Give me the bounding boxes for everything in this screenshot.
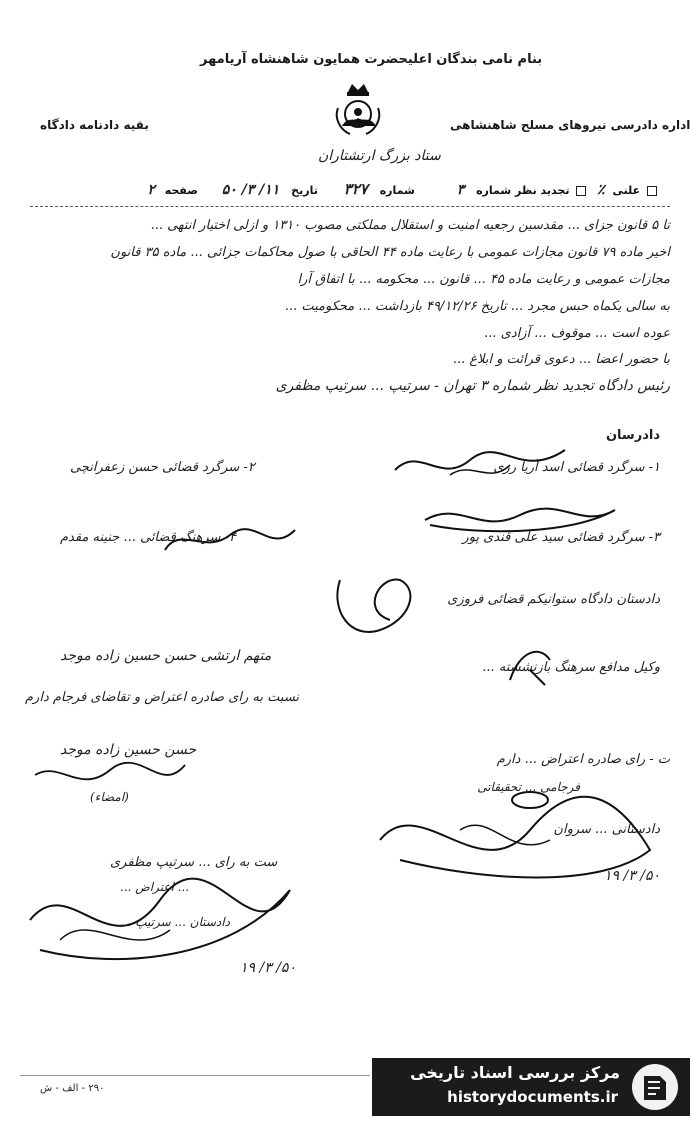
page-value: ۲ bbox=[147, 182, 155, 198]
receipt-note-line: ست به رای ... سرتیپ مظفری bbox=[110, 855, 278, 870]
signature-scribble bbox=[500, 640, 560, 690]
receipt-note-line: ۵۰/ ۳/ ۱۹ bbox=[604, 868, 660, 884]
signature-scribble bbox=[320, 570, 430, 650]
receipt-note-line: ۵۰/ ۳/ ۱۹ bbox=[240, 960, 296, 976]
signatory-line: وکیل مدافع سرهنگ بازنشسته ... bbox=[482, 660, 660, 675]
receipt-note-line: دادستان ... سرتیپ ... bbox=[120, 915, 230, 929]
signature-scribble bbox=[420, 495, 620, 540]
body-line: به سالی یکماه حبس مجرد ... تاریخ ۴۹/۱۲/۲۶ بازداشت ... محکومیت ... bbox=[284, 299, 670, 314]
right-title: اداره دادرسی نیروهای مسلح شاهنشاهی bbox=[450, 118, 691, 132]
signature-scribble bbox=[160, 520, 300, 560]
signatory-line: ۳- سرگرد قضائی سید علی قندی پور bbox=[462, 530, 660, 545]
signature-scribble bbox=[390, 440, 570, 490]
body-line: عوده است ... موقوف ... آزادی ... bbox=[484, 326, 670, 341]
accused-note-line: (امضاء) bbox=[90, 790, 129, 804]
body-line: با حضور اعضا ... دعوی قرائت و ابلاغ ... bbox=[452, 352, 670, 367]
checkbox-icon bbox=[576, 186, 586, 196]
review-label: تجدید نظر شماره bbox=[476, 184, 570, 197]
footer-divider bbox=[20, 1075, 370, 1076]
accused-note-line: نسبت به رای صادره اعتراض و تقاضای فرجام دارم bbox=[25, 690, 300, 705]
alani-label: علنی bbox=[612, 184, 641, 197]
checkbox-icon bbox=[647, 186, 657, 196]
lion-and-sun-emblem-icon bbox=[330, 78, 386, 140]
signatory-line: دادستان دادگاه ستوانیکم قضائی فروزی bbox=[447, 592, 660, 607]
form-row-divider bbox=[30, 206, 670, 207]
review-value: ۳ bbox=[456, 182, 465, 198]
signature-scribble bbox=[360, 780, 660, 900]
accused-note-line: متهم ارتشی حسن حسین زاده موجد bbox=[60, 648, 272, 664]
body-line: تا ۵ قانون جزای ... مقدسین رجعیه امنیت و استقلال مملکتی مصوب ۱۳۱۰ و ازلی اختیار انتهی ... bbox=[150, 218, 670, 233]
royal-invocation: بنام نامی بندگان اعلیحضرت همایون شاهنشاه آریامهر bbox=[200, 52, 543, 67]
number-label: شماره bbox=[379, 184, 415, 197]
date-value: ۱۱/ ۳/ ۵۰ bbox=[221, 182, 280, 198]
left-title: بقیه دادنامه دادگاه bbox=[40, 118, 149, 132]
history-documents-logo-icon bbox=[630, 1062, 680, 1112]
watermark-title: مرکز بررسی اسناد تاریخی bbox=[410, 1063, 620, 1082]
body-line: رئیس دادگاه تجدید نظر شماره ۳ تهران - سرتیپ ... سرتیپ مظفری bbox=[275, 378, 670, 394]
receipt-note-line: دادستانی ... سروان bbox=[553, 822, 660, 837]
signatory-line: ۱- سرگرد قضائی اسد آریا رزی bbox=[493, 460, 660, 475]
form-row bbox=[30, 180, 660, 202]
signature-scribble bbox=[30, 755, 190, 800]
page-label: صفحه bbox=[164, 184, 198, 197]
receipt-note-line: فرجامی ... تحقیقاتی bbox=[477, 780, 580, 794]
watermark-url: historydocuments.ir bbox=[447, 1088, 618, 1106]
signatory-line: ۴- سرهنگ قضائی ... جنینه مقدم bbox=[60, 530, 237, 545]
form-code: ۲۹۰ - الف - ش bbox=[40, 1083, 105, 1094]
signatory-line: ۲- سرگرد قضائی حسن زعفرانچی bbox=[70, 460, 255, 475]
members-heading: دادرسان bbox=[605, 428, 660, 443]
number-value: ۳۲۷ bbox=[343, 180, 368, 198]
receipt-note-line: ... اعتراض ... bbox=[120, 880, 190, 894]
court-name: ستاد بزرگ ارتشتاران bbox=[318, 148, 441, 164]
alani-value: ٪ bbox=[597, 182, 605, 198]
accused-note-line: حسن حسین زاده موجد bbox=[60, 742, 197, 758]
body-line: اخیر ماده ۷۹ قانون مجازات عمومی با رعایت ماده ۴۴ الحاقی با صول محاکمات جزائی ... ماده ۳۵ قانون bbox=[110, 245, 670, 260]
signature-scribble bbox=[20, 860, 300, 980]
body-line: مجازات عمومی و رعایت ماده ۴۵ ... قانون ... محکومه ... با اتفاق آرا bbox=[297, 272, 670, 287]
date-label: تاریخ bbox=[291, 184, 318, 197]
receipt-note-line: ت - رای صادره اعتراض ... دارم bbox=[496, 752, 670, 767]
